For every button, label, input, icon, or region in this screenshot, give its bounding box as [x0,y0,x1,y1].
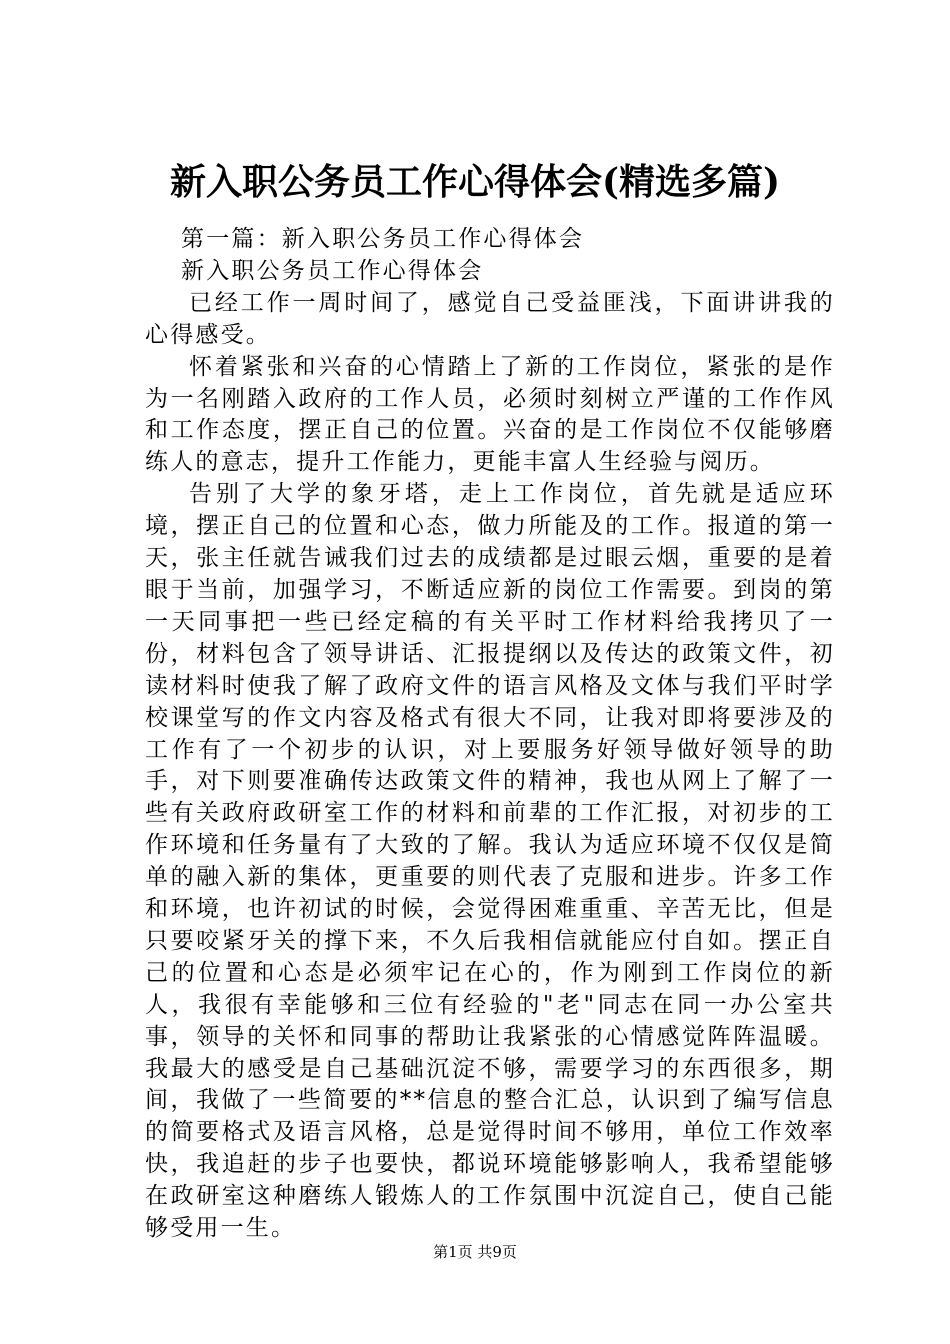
document-title: 新入职公务员工作心得体会(精选多篇) [169,161,781,203]
paragraph: 怀着紧张和兴奋的心情踏上了新的工作岗位，紧张的是作为一名刚踏入政府的工作人员，必须时刻树立严谨的工作作风和工作态度，摆正自己的位置。兴奋的是工作岗位不仅能够磨练人的意志，提升工作能力，更能丰富人生经验与阅历。 [145,353,835,476]
document-body [145,224,835,1245]
paragraph: 告别了大学的象牙塔，走上工作岗位，首先就是适应环境，摆正自己的位置和心态，做力所能及的工作。报道的第一天，张主任就告诫我们过去的成绩都是过眼云烟，重要的是着眼于当前，加强学习，不断适应新的岗位工作需要。到岗的第一天同事把一些已经定稿的有关平时工作材料给我拷贝了一份，材料包含了领导讲话、汇报提纲以及传达的政策文件，初读材料时使我了解了政府文件的语言风格及文体与我们平时学校课堂写的作文内容及格式有很大不同，让我对即将要涉及的工作有了一个初步的认识，对上要服务好领导做好领导的助手，对下则要准确传达政策文件的精神，我也从网上了解了一些有关政府政研室工作的材料和前辈的工作汇报，对初步的工作环境和任务量有了大致的了解。我认为适应环境不仅仅是简单的融入新的集体，更重要的则代表了克服和进步。许多工作和环境，也许初试的时候，会觉得困难重重、辛苦无比，但是只要咬紧牙关的撑下来，不久后我相信就能应付自如。摆正自己的位置和心态是必须牢记在心的，作为刚到工作岗位的新人，我很有幸能够和三位有经验的"老"同志在同一办公室共事，领导的关怀和同事的帮助让我紧张的心情感觉阵阵温暖。我最大的感受是自己基础沉淀不够，需要学习的东西很多，期间，我做了一些简要的**信息的整合汇总，认识到了编写信息的简要格式及语言风格，总是觉得时间不够用，单位工作效率快，我追赶的步子也要快，都说环境能够影响人，我希望能够在政研室这种磨练人锻炼人的工作氛围中沉淀自己，使自己能够受用一生。 [145,481,835,1242]
section-heading: 第一篇：新入职公务员工作心得体会 [181,226,585,252]
paragraph: 已经工作一周时间了，感觉自己受益匪浅，下面讲讲我的心得感受。 [145,289,835,348]
sub-heading: 新入职公务员工作心得体会 [181,257,484,284]
page-footer: 第1页 共9页 [433,1243,517,1261]
